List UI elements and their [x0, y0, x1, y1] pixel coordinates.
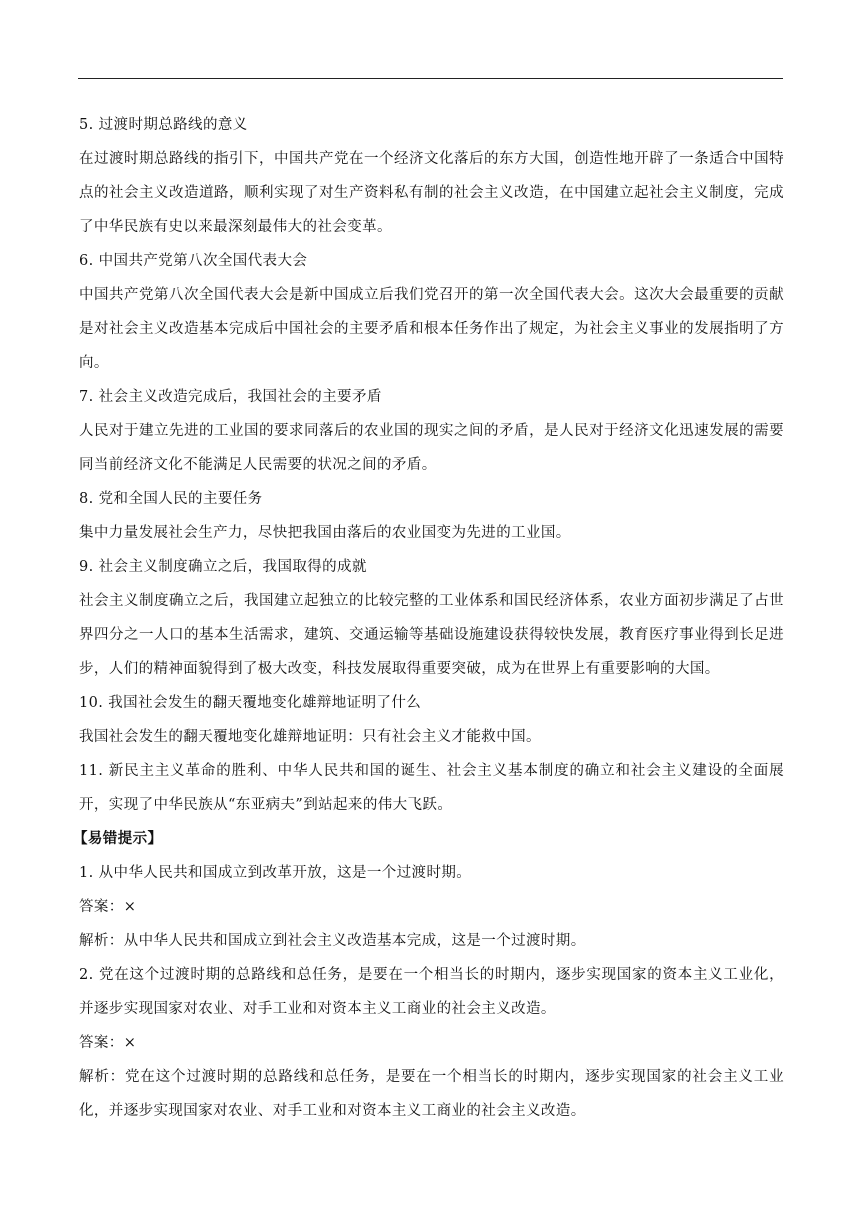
error-answer-2: 答案：× [79, 1035, 137, 1051]
item-body-6: 中国共产党第八次全国代表大会是新中国成立后我们党召开的第一次全国代表大会。这次大会最重要的贡献是对社会主义改造基本完成后中国社会的主要矛盾和根本任务作出了规定，为社会主义事业的发展指明了方向。 [79, 287, 784, 371]
error-question-1: 1. 从中华人民共和国成立到改革开放，这是一个过渡时期。 [79, 865, 472, 881]
item-heading-10: 10. 我国社会发生的翻天覆地变化雄辩地证明了什么 [79, 695, 422, 711]
error-analysis-1: 解析：从中华人民共和国成立到社会主义改造基本完成，这是一个过渡时期。 [79, 933, 586, 949]
item-body-8: 集中力量发展社会生产力，尽快把我国由落后的农业国变为先进的工业国。 [79, 525, 571, 541]
item-heading-7: 7. 社会主义改造完成后，我国社会的主要矛盾 [79, 389, 382, 405]
item-heading-6: 6. 中国共产党第八次全国代表大会 [79, 253, 308, 269]
item-body-9: 社会主义制度确立之后，我国建立起独立的比较完整的工业体系和国民经济体系，农业方面初步满足了占世界四分之一人口的基本生活需求，建筑、交通运输等基础设施建设获得较快发展，教育医疗事业得到长足进步，人们的精神面貌得到了极大改变，科技发展取得重要突破，成为在世界上有重要影响的大国。 [79, 593, 784, 677]
document-body [73, 108, 784, 1128]
item-heading-5: 5. 过渡时期总路线的意义 [79, 117, 248, 133]
header-rule [78, 78, 783, 79]
error-analysis-2: 解析：党在这个过渡时期的总路线和总任务，是要在一个相当长的时期内，逐步实现国家的社会主义工业化，并逐步实现国家对农业、对手工业和对资本主义工商业的社会主义改造。 [79, 1069, 784, 1119]
item-heading-9: 9. 社会主义制度确立之后，我国取得的成就 [79, 559, 367, 575]
error-answer-1: 答案：× [79, 899, 137, 915]
item-body-10: 我国社会发生的翻天覆地变化雄辩地证明：只有社会主义才能救中国。 [79, 729, 541, 745]
item-body-7: 人民对于建立先进的工业国的要求同落后的农业国的现实之间的矛盾，是人民对于经济文化迅速发展的需要同当前经济文化不能满足人民需要的状况之间的矛盾。 [79, 423, 784, 473]
item-heading-8: 8. 党和全国人民的主要任务 [79, 491, 263, 507]
item-11: 11. 新民主主义革命的胜利、中华人民共和国的诞生、社会主义基本制度的确立和社会主义建设的全面展开，实现了中华民族从“东亚病夫”到站起来的伟大飞跃。 [79, 763, 784, 813]
error-tips-title: 【易错提示】 [73, 831, 163, 847]
item-body-5: 在过渡时期总路线的指引下，中国共产党在一个经济文化落后的东方大国，创造性地开辟了一条适合中国特点的社会主义改造道路，顺利实现了对生产资料私有制的社会主义改造，在中国建立起社会主义制度，完成了中华民族有史以来最深刻最伟大的社会变革。 [79, 151, 784, 235]
error-question-2: 2. 党在这个过渡时期的总路线和总任务，是要在一个相当长的时期内，逐步实现国家的资本主义工业化，并逐步实现国家对农业、对手工业和对资本主义工商业的社会主义改造。 [79, 967, 784, 1017]
